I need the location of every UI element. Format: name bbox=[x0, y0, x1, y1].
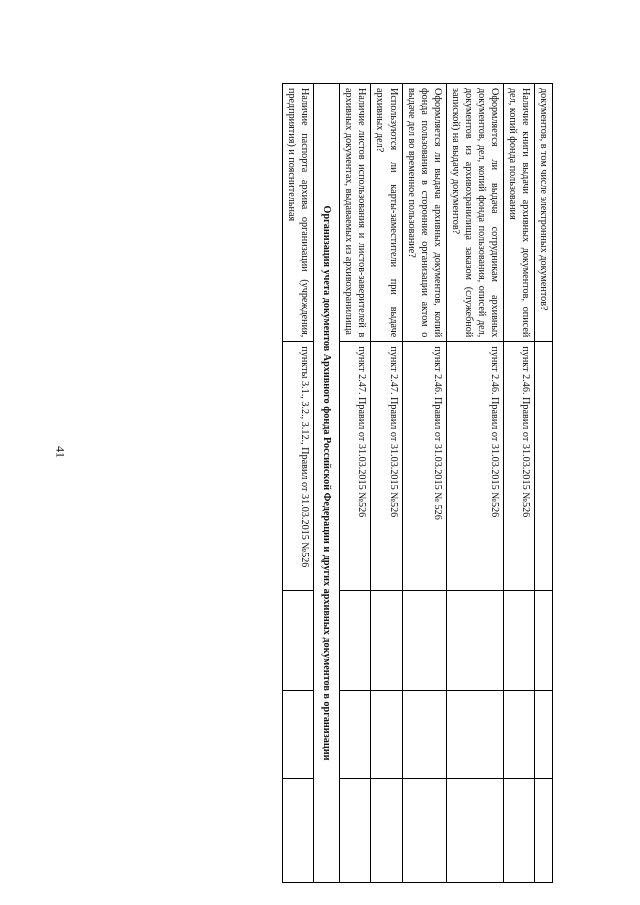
question-cell: Используются ли карты-заместители при выдаче архивных дел? bbox=[371, 84, 402, 342]
table-row bbox=[371, 84, 402, 883]
answer-cell bbox=[283, 690, 314, 778]
table-row bbox=[340, 84, 371, 883]
question-cell: Наличие книги выдачи архивных документов, описей дел, копий фонда пользования bbox=[503, 84, 534, 342]
question-cell: Наличие паспорта архива организации (учреждения, предприятия) и пояснительная bbox=[283, 84, 314, 342]
answer-cell bbox=[503, 590, 534, 690]
answer-cell bbox=[446, 778, 503, 882]
basis-cell: пункт 2.47. Правил от 31.03.2015 №526 bbox=[340, 342, 371, 590]
answer-cell bbox=[402, 590, 446, 690]
answer-cell bbox=[371, 690, 402, 778]
answer-cell bbox=[503, 778, 534, 882]
table-row bbox=[503, 84, 534, 883]
section-heading-row bbox=[314, 84, 340, 883]
basis-cell bbox=[534, 342, 552, 590]
answer-cell bbox=[283, 778, 314, 882]
answer-cell bbox=[446, 690, 503, 778]
table-row bbox=[446, 84, 503, 883]
question-cell: документов, в том числе электронных документов? bbox=[534, 84, 552, 342]
basis-cell: пункт 2.47. Правил от 31.03.2015 №526 bbox=[371, 342, 402, 590]
answer-cell bbox=[534, 778, 552, 882]
page-number: 41 bbox=[53, 446, 68, 458]
basis-cell: пункт 2.46. Правил от 31.03.2015 №526 bbox=[446, 342, 503, 590]
answer-cell bbox=[371, 778, 402, 882]
section-heading: Организация учета документов Архивного фонда Российской Федерации и других архивных документов в организации bbox=[314, 84, 340, 883]
table-row bbox=[283, 84, 314, 883]
table-row bbox=[402, 84, 446, 883]
answer-cell bbox=[402, 778, 446, 882]
answer-cell bbox=[371, 590, 402, 690]
answer-cell bbox=[283, 590, 314, 690]
answer-cell bbox=[446, 590, 503, 690]
question-cell: Оформляется ли выдача сотрудникам архивных документов, дел, копий фонда пользования, описей дел, документов из архивохранилища заказом (служебной запиской) на выдачу документов? bbox=[446, 84, 503, 342]
answer-cell bbox=[340, 690, 371, 778]
rotated-table-container bbox=[83, 83, 553, 883]
checklist-table bbox=[282, 83, 553, 883]
answer-cell bbox=[340, 778, 371, 882]
basis-cell: пункты 3.1., 3.2., 3.12., Правил от 31.03.2015 №526 bbox=[283, 342, 314, 590]
basis-cell: пункт 2.46. Правил от 31.03.2015 №526 bbox=[503, 342, 534, 590]
answer-cell bbox=[503, 690, 534, 778]
answer-cell bbox=[340, 590, 371, 690]
question-cell: Оформляется ли выдача архивных документов, копий фонда пользования в сторонние организации актом о выдаче дел во временное пользование? bbox=[402, 84, 446, 342]
answer-cell bbox=[402, 690, 446, 778]
basis-cell: пункт 2.46. Правил от 31.03.2015 № 526 bbox=[402, 342, 446, 590]
answer-cell bbox=[534, 690, 552, 778]
answer-cell bbox=[534, 590, 552, 690]
question-cell: Наличие листов использования и листов-заверителей в архивных документах, выдаваемых из архивохранилища bbox=[340, 84, 371, 342]
table-row bbox=[534, 84, 552, 883]
